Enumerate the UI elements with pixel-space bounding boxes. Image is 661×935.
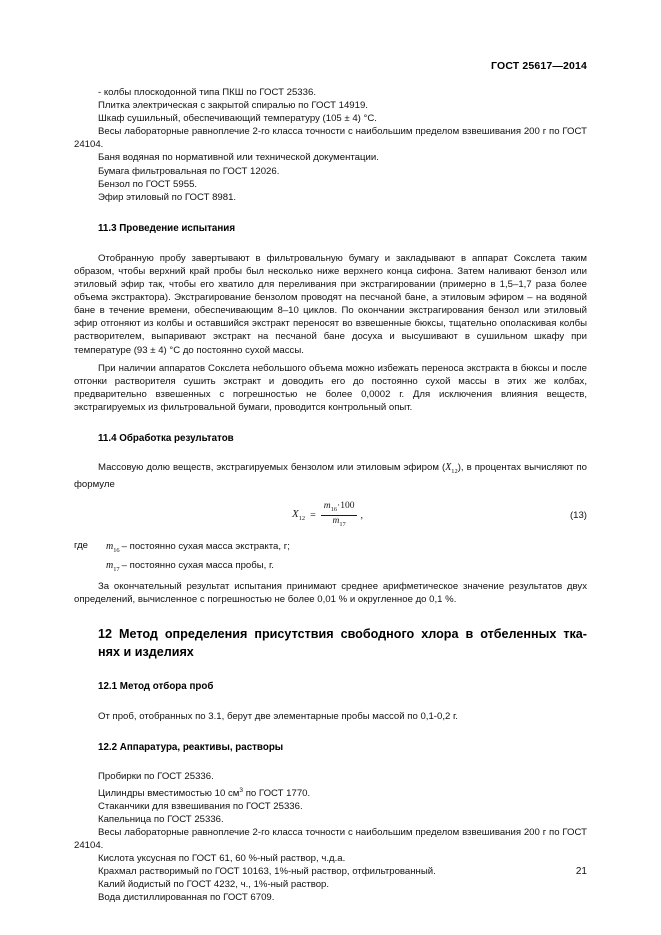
heading-12-1: 12.1 Метод отбора проб xyxy=(98,681,214,693)
list-item: Крахмал растворимый по ГОСТ 10163, 1%-ный раствор, отфильтрованный. xyxy=(98,866,436,878)
paragraph-11-3-1: Отобранную пробу завертывают в фильтровальную бумагу и закладывают в аппарат Сокслета таким образом, чтобы верхний край пробы был несколько ниже верхнего конца сифона. Затем наливают бензол или этиловый эфир так, чтобы его хватило для переливания при экстрагировании (примерно в 1,5–1,7 раза более объема экстрактора). Экстрагирование бензолом проводят на песчаной бане, а этиловым эфиром – на водяной бане в течение времени, обеспечивающим 8–10 циклов. По окончании экстрагирования бензол или этиловый эфир отгоняют из колбы и оставшийся экстракт переносят во взвешенные бюксы, тщательно ополаскивая колбы растворителем, выпаривают экстракт на песчаной бане досуха и высушивают в сушильном шкафу при температуре (93 ± 4) °С до постоянно сухой массы. xyxy=(74,252,587,356)
where-definitions xyxy=(106,539,587,577)
intro-text-after: ), в процентах вычисляют по формуле xyxy=(74,461,587,491)
variable-x12: $X_{12}$ xyxy=(445,461,458,475)
list-item: Калий йодистый по ГОСТ 4232, ч., 1%-ный раствор. xyxy=(98,879,330,891)
list-item: Эфир этиловый по ГОСТ 8981. xyxy=(98,191,237,203)
page-number: 21 xyxy=(575,866,587,877)
list-item: Стаканчики для взвешивания по ГОСТ 25336. xyxy=(98,800,303,812)
list-item: Пробирки по ГОСТ 25336. xyxy=(98,771,214,783)
formula-13 xyxy=(292,502,363,528)
list-item: Плитка электрическая с закрытой спиралью по ГОСТ 14919. xyxy=(98,100,368,112)
list-item: Капельница по ГОСТ 25336. xyxy=(98,813,224,825)
list-item-scales: Весы лабораторные равноплечие 2-го класса точности с наибольшим пределом взвешивания 200 г по ГОСТ 24104. xyxy=(74,126,587,151)
definition-text: – постоянно сухая масса экстракта, г; xyxy=(121,541,290,553)
page-header xyxy=(74,60,587,72)
list-item: Баня водяная по нормативной или технической документации. xyxy=(98,152,379,164)
definition-item xyxy=(106,539,587,558)
paragraph-11-4-final: За окончательный результат испытания принимают среднее арифметическое значение результатов двух определений, вычисленное с погрешностью не более 0,01 % и округленное до 0,1 %. xyxy=(74,581,587,606)
symbol-m17: $m_{17}$ xyxy=(106,560,120,574)
list-item: Вода дистиллированная по ГОСТ 6709. xyxy=(98,892,275,904)
heading-line-1: 12 Метод определения присутствия свободного хлора в отбеленных тка- xyxy=(98,627,587,642)
definition-item xyxy=(106,558,587,577)
list-item: Бензол по ГОСТ 5955. xyxy=(98,178,198,190)
equals-sign: = xyxy=(310,509,316,521)
heading-12-2: 12.2 Аппаратура, реактивы, растворы xyxy=(98,742,284,754)
heading-section-12 xyxy=(74,626,587,661)
where-label: где xyxy=(74,540,89,552)
fraction-numerator: $m_{16}\cdot 100$ xyxy=(323,501,355,514)
superscript-3: 3 xyxy=(239,786,244,794)
list-item: Шкаф сушильный, обеспечивающий температуру (105 ± 4) °С. xyxy=(98,113,377,125)
symbol-m16: $m_{16}$ xyxy=(106,541,120,555)
intro-text-before: Массовую долю веществ, экстрагируемых бензолом или этиловым эфиром ( xyxy=(98,461,446,473)
list-item: Кислота уксусная по ГОСТ 61, 60 %-ный раствор, ч.д.а. xyxy=(98,853,346,865)
list-item-scales: Весы лабораторные равноплечие 2-го класса точности с наибольшим пределом взвешивания 200 г по ГОСТ 24104. xyxy=(74,827,587,852)
equation-number-13: (13) xyxy=(569,510,587,522)
standard-number: ГОСТ 25617—2014 xyxy=(491,60,587,72)
formula-trailing-comma: , xyxy=(360,509,363,521)
paragraph-11-3-2: При наличии аппаратов Сокслета небольшого объема можно избежать переноса экстракта в бюксы и после отгонки растворителя сушить экстракт и доводить его до постоянно сухой массы в этих же колбах, предварительно взвешенных с погрешностью не более 0,0002 г. Для исключения влияния веществ, экстрагируемых из фильтровальной бумаги, проводится контрольный опыт. xyxy=(74,362,587,413)
fraction-denominator: $m_{17}$ xyxy=(332,515,346,528)
definition-text: – постоянно сухая масса пробы, г. xyxy=(121,560,274,572)
equipment-list-1 xyxy=(74,86,587,204)
paragraph-12-1: От проб, отобранных по 3.1, берут две элементарные пробы массой по 0,1-0,2 г. xyxy=(98,711,458,723)
list-item-cylinders: Цилиндры вместимостью 10 $см^3$ по ГОСТ 1770. xyxy=(98,786,311,799)
where-block xyxy=(74,539,587,577)
equipment-list-2 xyxy=(74,770,587,904)
heading-11-4: 11.4 Обработка результатов xyxy=(98,432,234,444)
formula-left-side: $X_{12}$ xyxy=(292,508,306,523)
document-body xyxy=(74,86,587,905)
formula-row-13 xyxy=(74,502,587,536)
heading-11-3: 11.3 Проведение испытания xyxy=(98,222,236,234)
heading-line-2: нях и изделиях xyxy=(98,644,194,659)
paragraph-11-4-intro xyxy=(74,461,587,491)
list-item: - колбы плоскодонной типа ПКШ по ГОСТ 25336. xyxy=(98,87,316,98)
fraction xyxy=(321,502,358,528)
list-item: Бумага фильтровальная по ГОСТ 12026. xyxy=(98,165,280,177)
